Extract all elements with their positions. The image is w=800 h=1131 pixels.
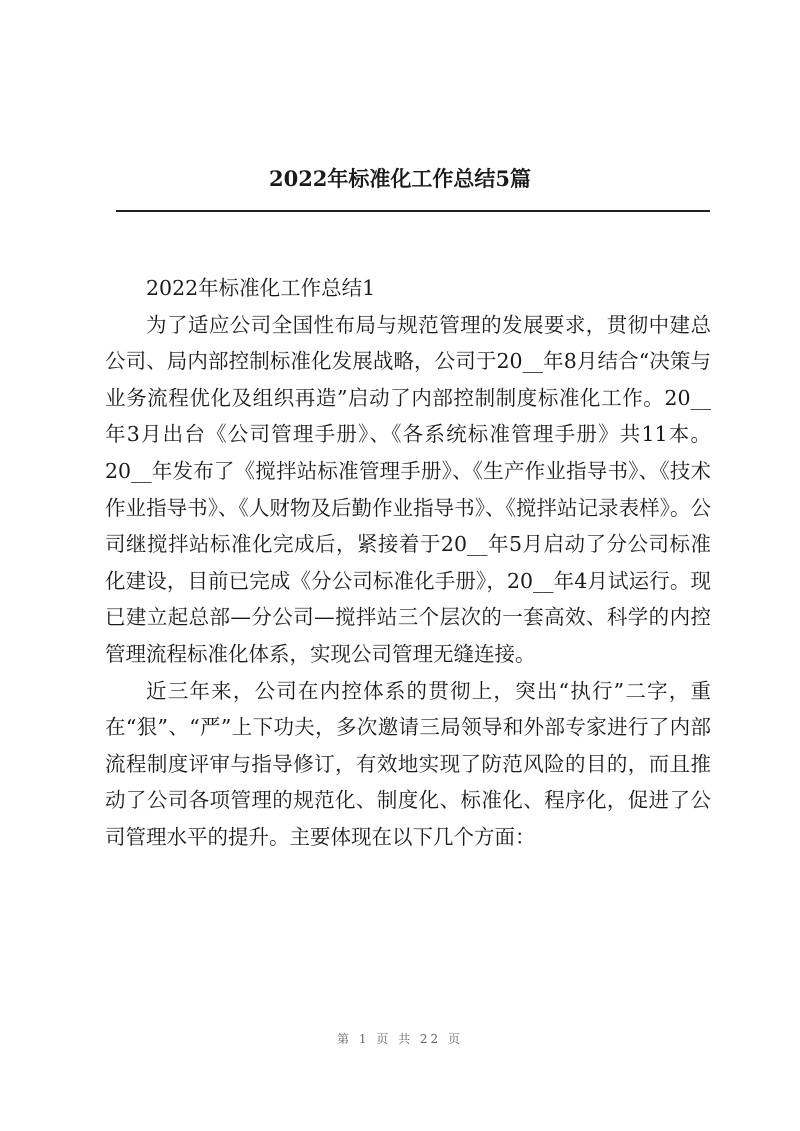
page-footer: 第 1 页 共 22 页 [337,1032,463,1046]
document-title: 2022年标准化工作总结5篇 [268,166,532,191]
section-heading: 2022年标准化工作总结1 [146,276,376,300]
title-divider [116,210,710,212]
paragraph-1: 为了适应公司全国性布局与规范管理的发展要求，贯彻中建总公司、局内部控制标准化发展战略，公司于20__年8月结合“决策与业务流程优化及组织再造”启动了内部控制制度标准化工作。20__年3月出台《公司管理手册》、《各系统标准管理手册》共11本。20__年发布了《搅拌站标准管理手册》、《生产作业指导书》、《技术作业指导书》、《人财物及后勤作业指导书》、《搅拌站记录表样》。公司继搅拌站标准化完成后，紧接着于20__年5月启动了分公司标准化建设，目前已完成《分公司标准化手册》，20__年4月试运行。现已建立起总部—分公司—搅拌站三个层次的一套高效、科学的内控管理流程标准化体系，实现公司管理无缝连接。 [105,312,711,666]
document-body [105,270,711,856]
paragraph-2: 近三年来，公司在内控体系的贯彻上，突出“执行”二字，重在“狠”、“严”上下功夫，多次邀请三局领导和外部专家进行了内部流程制度评审与指导修订，有效地实现了防范风险的目的，而且推动了公司各项管理的规范化、制度化、标准化、程序化，促进了公司管理水平的提升。主要体现在以下几个方面： [105,678,711,849]
